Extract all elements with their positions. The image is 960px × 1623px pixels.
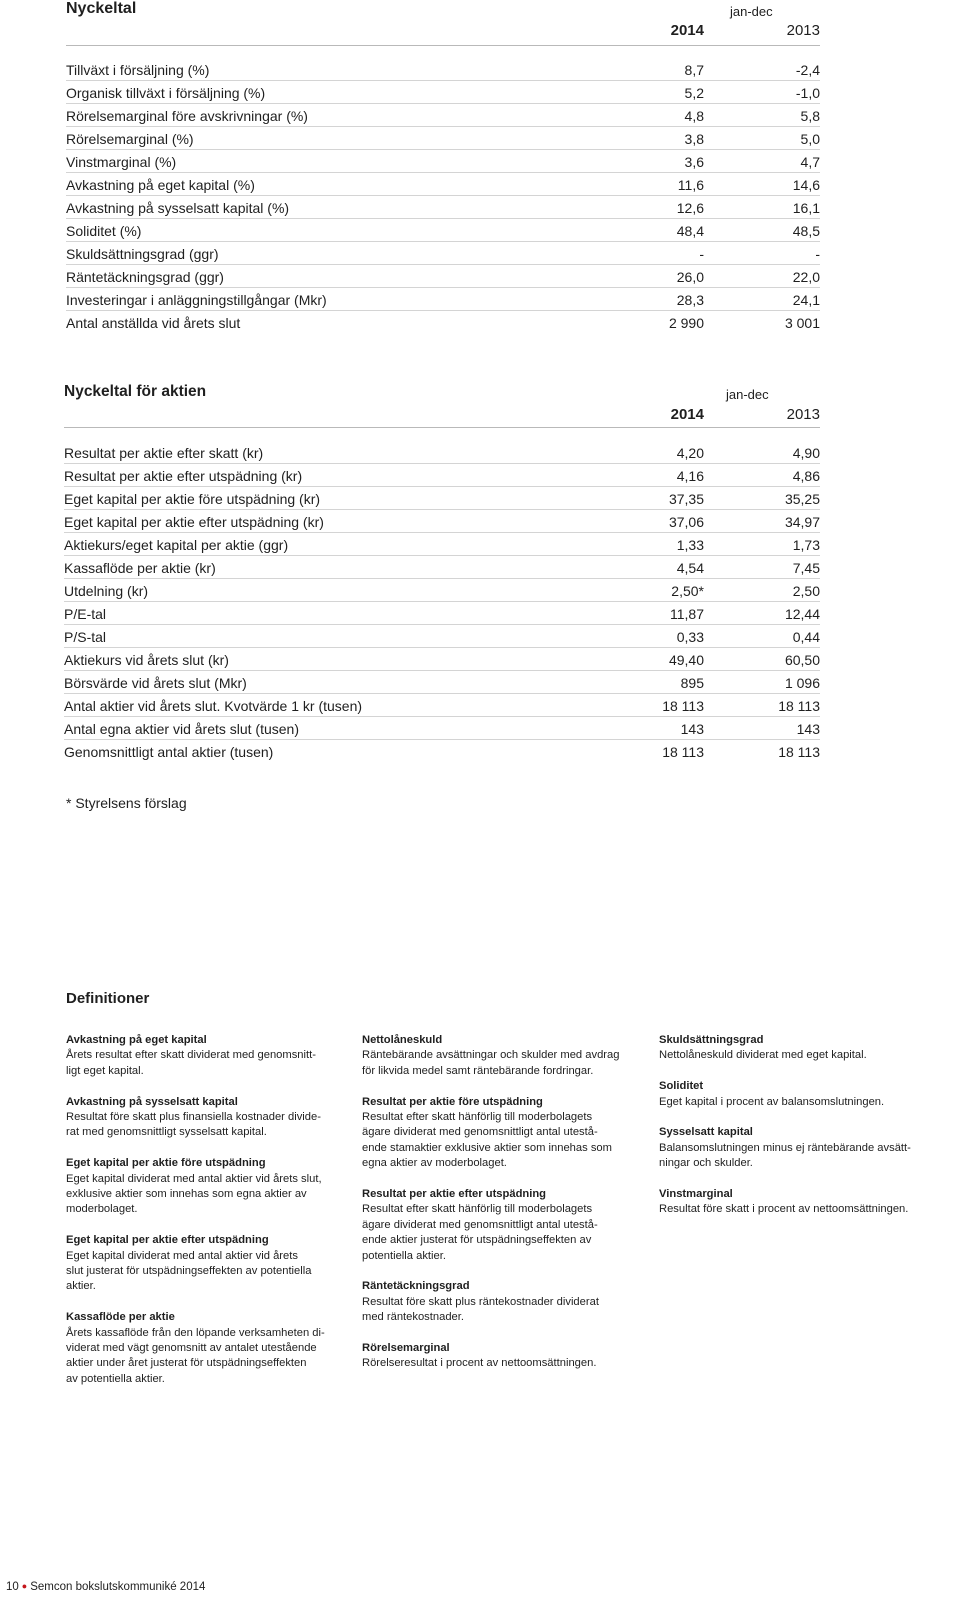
definition-item [659, 1033, 931, 1064]
definition-term: Skuldsättningsgrad [659, 1034, 764, 1046]
definition-text: Årets kassaflöde från den löpande verksamheten di- viderat med vägt genomsnitt av antalet utestående aktier under året justerat för utspädningseffekten av potentiella aktier. [66, 1326, 325, 1385]
row-label: Aktiekurs/eget kapital per aktie (ggr) [64, 537, 289, 553]
value-2014: 895 [680, 675, 704, 691]
value-2013: 24,1 [792, 292, 820, 308]
definition-term: Resultat per aktie efter utspädning [362, 1188, 547, 1201]
definition-text: Balansomslutningen minus ej räntebärande avsätt- ningar och skulder. [659, 1141, 911, 1170]
table-row [66, 219, 820, 242]
definitions-title: Definitioner [66, 990, 150, 1007]
definition-term: Rörelsemarginal [362, 1342, 450, 1355]
row-label: Skuldsättningsgrad (ggr) [66, 246, 219, 262]
share-figures-title: Nyckeltal för aktien [64, 383, 207, 400]
definition-text: Årets resultat efter skatt dividerat med genomsnitt- ligt eget kapital. [66, 1049, 316, 1077]
keyfigures-rows [66, 58, 820, 333]
row-label: Antal anställda vid årets slut [66, 315, 241, 331]
definition-item [362, 1279, 634, 1325]
value-2014: 8,7 [684, 62, 704, 78]
row-label: Aktiekurs vid årets slut (kr) [64, 652, 229, 668]
row-label: Investeringar i anläggningstillgångar (Mkr) [66, 292, 327, 308]
value-2014: 18 113 [662, 698, 704, 714]
definition-term: Avkastning på eget kapital [66, 1034, 207, 1046]
value-2013: 18 113 [778, 744, 820, 760]
table-row [64, 579, 820, 602]
value-2013: 60,50 [784, 652, 820, 668]
value-2014: 4,8 [684, 108, 704, 124]
definition-item [362, 1095, 634, 1172]
keyfigures-period: jan-dec [730, 4, 773, 19]
definition-item [362, 1187, 634, 1264]
table-row [64, 487, 820, 510]
share-figures-rows [64, 441, 820, 762]
table-row [66, 127, 820, 150]
value-2014: 37,06 [668, 514, 704, 530]
table-row [64, 510, 820, 533]
table-row [64, 740, 820, 762]
definition-text: Resultat efter skatt hänförlig till moderbolagets ägare dividerat med genomsnittligt antal utestå- ende aktier justerat för utspädningseffekten av potentiella aktier. [362, 1203, 598, 1262]
share-figures-year-previous: 2013 [786, 406, 820, 423]
keyfigures-header-divider [66, 45, 820, 46]
row-label: Tillväxt i försäljning (%) [66, 62, 210, 78]
table-row [64, 694, 820, 717]
definition-term: Resultat per aktie före utspädning [362, 1095, 543, 1108]
table-row [66, 150, 820, 173]
value-2013: 34,97 [784, 514, 820, 530]
table-row [66, 104, 820, 127]
value-2013: 14,6 [792, 177, 820, 193]
page-number: 10 [6, 1581, 19, 1593]
value-2014: 12,6 [676, 200, 704, 216]
row-label: Rörelsemarginal (%) [66, 131, 194, 147]
row-label: Resultat per aktie efter skatt (kr) [64, 445, 264, 461]
table-row [66, 58, 820, 81]
definition-term: Sysselsatt kapital [659, 1126, 753, 1139]
value-2013: 5,0 [800, 131, 820, 147]
value-2013: 1 096 [784, 675, 820, 691]
value-2013: 7,45 [792, 560, 820, 576]
value-2014: 18 113 [662, 744, 704, 760]
value-2013: 5,8 [800, 108, 820, 124]
definitions-column-2 [362, 1033, 634, 1387]
value-2013: 22,0 [792, 269, 820, 285]
definition-item [66, 1156, 338, 1218]
table-row [64, 648, 820, 671]
value-2014: 0,33 [676, 629, 704, 645]
definition-item [659, 1079, 931, 1110]
publication-name: Semcon bokslutskommuniké 2014 [30, 1581, 206, 1593]
table-row [66, 288, 820, 311]
value-2014: 49,40 [668, 652, 704, 668]
value-2014: 2 990 [668, 315, 704, 331]
value-2014: - [699, 246, 704, 262]
definition-text: Eget kapital dividerat med antal aktier vid årets slut justerat för utspädningseffekten av potentiella aktier. [66, 1249, 312, 1293]
value-2013: 16,1 [792, 200, 820, 216]
value-2013: 0,44 [792, 629, 820, 645]
definition-item [66, 1233, 338, 1295]
definition-text: Resultat före skatt i procent av nettoomsättningen. [659, 1203, 909, 1216]
definition-item [66, 1033, 338, 1079]
row-label: Resultat per aktie efter utspädning (kr) [64, 468, 303, 484]
table-row [66, 173, 820, 196]
table-row [64, 717, 820, 740]
value-2014: 28,3 [676, 292, 704, 308]
definition-term: Kassaflöde per aktie [66, 1311, 175, 1324]
row-label: Organisk tillväxt i försäljning (%) [66, 85, 266, 101]
keyfigures-title: Nyckeltal [66, 0, 137, 17]
definition-item [66, 1310, 338, 1387]
definitions-column-1 [66, 1033, 338, 1403]
row-label: Antal aktier vid årets slut. Kvotvärde 1 kr (tusen) [64, 698, 363, 714]
value-2014: 4,54 [676, 560, 704, 576]
definition-text: Resultat före skatt plus finansiella kostnader divide- rat med genomsnittligt sysselsatt kapital. [66, 1111, 321, 1139]
row-label: Soliditet (%) [66, 223, 142, 239]
keyfigures-year-current: 2014 [670, 22, 704, 39]
row-label: Avkastning på sysselsatt kapital (%) [66, 200, 290, 216]
row-label: Rörelsemarginal före avskrivningar (%) [66, 108, 308, 124]
table-row [64, 556, 820, 579]
table-row [66, 242, 820, 265]
value-2014: 5,2 [684, 85, 704, 101]
row-label: Kassaflöde per aktie (kr) [64, 560, 216, 576]
value-2013: 4,90 [792, 445, 820, 461]
value-2014: 4,16 [676, 468, 704, 484]
value-2013: 48,5 [792, 223, 820, 239]
value-2013: - [815, 246, 820, 262]
row-label: P/E-tal [64, 606, 107, 622]
value-2013: 4,86 [792, 468, 820, 484]
definition-term: Räntetäckningsgrad [362, 1280, 470, 1293]
value-2014: 11,87 [670, 606, 704, 622]
table-row [66, 81, 820, 104]
page-footer [6, 1581, 205, 1593]
value-2014: 26,0 [676, 269, 704, 285]
share-figures-year-current: 2014 [670, 406, 704, 423]
value-2013: 35,25 [784, 491, 820, 507]
value-2014: 3,6 [684, 154, 704, 170]
row-label: Antal egna aktier vid årets slut (tusen) [64, 721, 300, 737]
share-figures-period: jan-dec [726, 387, 769, 402]
row-label: Utdelning (kr) [64, 583, 149, 599]
table-row [64, 464, 820, 487]
value-2014: 48,4 [676, 223, 704, 239]
definition-term: Nettolåneskuld [362, 1034, 443, 1046]
definition-text: Resultat före skatt plus räntekostnader dividerat med räntekostnader. [362, 1295, 599, 1324]
table-row [64, 602, 820, 625]
row-label: Eget kapital per aktie före utspädning (kr) [64, 491, 321, 507]
table-row [64, 533, 820, 556]
definition-item [659, 1125, 931, 1171]
bullet-icon: ● [21, 1581, 28, 1591]
definition-term: Eget kapital per aktie efter utspädning [66, 1234, 269, 1247]
value-2013: 3 001 [784, 315, 820, 331]
definition-term: Avkastning på sysselsatt kapital [66, 1095, 238, 1108]
value-2013: -1,0 [795, 85, 820, 101]
value-2014: 143 [680, 721, 704, 737]
table-row [64, 625, 820, 648]
row-label: Räntetäckningsgrad (ggr) [66, 269, 224, 285]
row-label: Vinstmarginal (%) [66, 154, 177, 170]
value-2013: 4,7 [800, 154, 820, 170]
definition-item [66, 1095, 338, 1141]
definition-term: Vinstmarginal [659, 1188, 733, 1201]
value-2014: 1,33 [676, 537, 704, 553]
definition-item [362, 1341, 634, 1372]
value-2014: 11,6 [677, 177, 704, 193]
table-row [66, 265, 820, 288]
definition-text: Eget kapital i procent av balansomslutningen. [659, 1095, 885, 1108]
value-2013: 1,73 [792, 537, 820, 553]
value-2014: 3,8 [684, 131, 704, 147]
value-2013: -2,4 [795, 62, 820, 78]
table-row [64, 671, 820, 694]
table-row [66, 311, 820, 333]
row-label: P/S-tal [64, 629, 107, 645]
definition-text: Nettolåneskuld dividerat med eget kapital. [659, 1049, 867, 1062]
definition-term: Eget kapital per aktie före utspädning [66, 1157, 266, 1170]
definition-item [659, 1187, 931, 1218]
definition-text: Rörelseresultat i procent av nettoomsättningen. [362, 1357, 597, 1370]
definition-item [362, 1033, 634, 1079]
row-label: Avkastning på eget kapital (%) [66, 177, 255, 193]
value-2013: 2,50 [792, 583, 820, 599]
definitions-column-3 [659, 1033, 931, 1233]
row-label: Eget kapital per aktie efter utspädning (kr) [64, 514, 324, 530]
definition-text: Resultat efter skatt hänförlig till moderbolagets ägare dividerat med genomsnittligt antal utestå- ende stamaktier exklusive aktier som innehas som egna aktier av moderbolaget. [362, 1111, 612, 1170]
definition-term: Soliditet [659, 1080, 704, 1093]
row-label: Börsvärde vid årets slut (Mkr) [64, 675, 247, 691]
definition-text: Eget kapital dividerat med antal aktier vid årets slut, exklusive aktier som innehas som egna aktier av moderbolaget. [66, 1172, 322, 1216]
keyfigures-year-previous: 2013 [786, 22, 820, 39]
value-2013: 18 113 [778, 698, 820, 714]
value-2014: 4,20 [676, 445, 704, 461]
row-label: Genomsnittligt antal aktier (tusen) [64, 744, 274, 760]
value-2014: 37,35 [668, 491, 704, 507]
table-row [66, 196, 820, 219]
value-2013: 143 [796, 721, 820, 737]
value-2013: 12,44 [784, 606, 820, 622]
table-row [64, 441, 820, 464]
definition-text: Räntebärande avsättningar och skulder med avdrag för likvida medel samt räntebärande fordringar. [362, 1049, 620, 1077]
footnote: * Styrelsens förslag [66, 795, 187, 811]
value-2014: 2,50* [671, 583, 704, 599]
share-figures-header-divider [64, 427, 820, 428]
